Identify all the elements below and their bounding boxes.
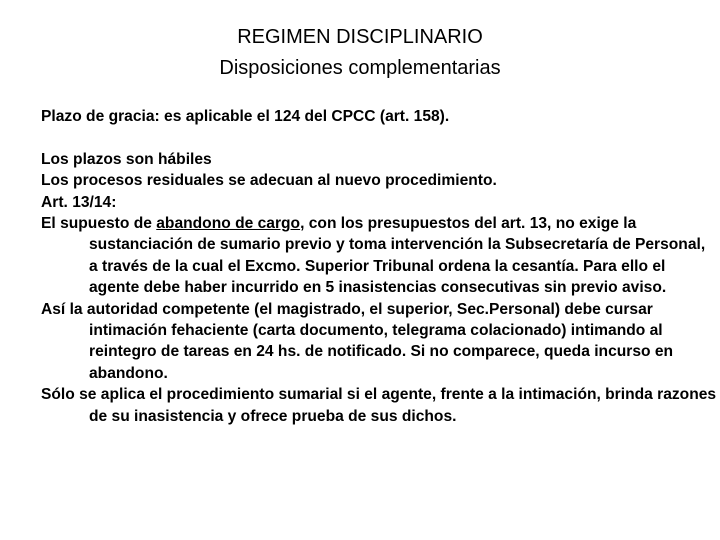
title-line-1: REGIMEN DISCIPLINARIO xyxy=(237,26,483,48)
paragraph-plazo-gracia: Plazo de gracia: es aplicable el 124 del CPCC (art. 158). xyxy=(41,108,450,125)
slide-title xyxy=(0,22,720,84)
paragraph-procedimiento-sumarial: Sólo se aplica el procedimiento sumarial si el agente, frente a la intimación, brinda razones de su inasistencia y ofrece prueba de sus dichos. xyxy=(41,386,717,425)
paragraph-plazos-habiles: Los plazos son hábiles xyxy=(41,150,212,168)
paragraph-gap xyxy=(41,127,717,148)
paragraph-autoridad-competente: Así la autoridad competente (el magistrado, el superior, Sec.Personal) debe cursar intimación fehaciente (carta documento, telegrama colacionado) intimando al reintegro de tareas en 24 hs. de notificado. Si no comparece, queda incurso en abandono. xyxy=(41,300,674,382)
paragraph-abandono-cargo xyxy=(41,213,717,299)
abandono-text-start: El supuesto de xyxy=(41,215,157,233)
title-line-2: Disposiciones complementarias xyxy=(219,57,501,79)
abandono-text-rest: , con los presupuestos del art. 13, no exige la sustanciación de sumario previo y toma intervención la Subsecretaría de Personal, a través de la cual el Excmo. Superior Tribunal ordena la cesantía. Para ello el agente debe haber incurrido en 5 inasistencias consecutivas sin previo aviso. xyxy=(89,215,706,297)
paragraph-art-13-14: Art. 13/14: xyxy=(41,193,117,211)
paragraph-procesos-residuales: Los procesos residuales se adecuan al nuevo procedimiento. xyxy=(41,172,497,190)
abandono-de-cargo-underlined: abandono de cargo xyxy=(156,215,301,233)
slide-body xyxy=(41,106,717,427)
